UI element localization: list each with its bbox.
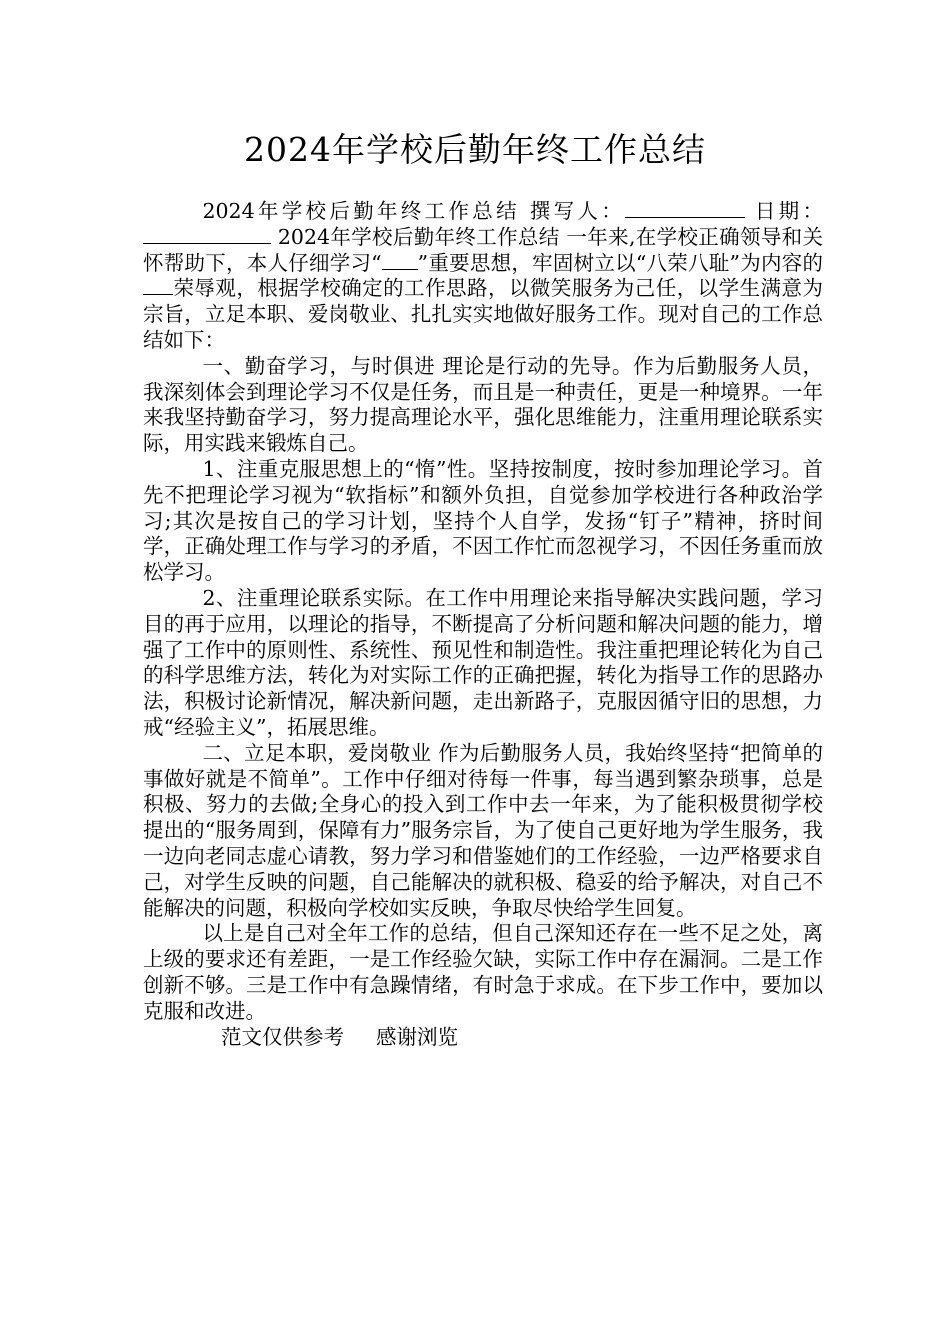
paragraph-dedication: 二、立足本职，爱岗敬业 作为后勤服务人员，我始终坚持“把简单的事做好就是不简单”。工作中仔细对待每一件事，每当遇到繁杂琐事，总是积极、努力的去做;全身心的投入到工作中去一年来，为了能积极贯彻学校提出的“服务周到，保障有力”服务宗旨，为了使自己更好地为学生服务，我一边向老同志虚心请教，努力学习和借鉴她们的工作经验，一边严格要求自己，对学生反映的问题，自己能解决的就积极、稳妥的给予解决，对自己不能解决的问题，积极向学校如实反映，争取尽快给学生回复。 [143,740,823,920]
author-blank [625,199,745,218]
honor-blank [143,276,173,295]
paragraph-overcome-laziness: 1、注重克服思想上的“惰”性。坚持按制度，按时参加理论学习。首先不把理论学习视为“软指标”和额外负担，自觉参加学校进行各种政治学习;其次是按自己的学习计划，坚持个人自学，发扬“钉子”精神，挤时间学，正确处理工作与学习的矛盾，不因工作忙而忽视学习，不因任务重而放松学习。 [143,456,823,585]
date-blank [143,225,271,244]
paragraph-study: 一、勤奋学习，与时俱进 理论是行动的先导。作为后勤服务人员，我深刻体会到理论学习不仅是任务，而且是一种责任，更是一种境界。一年来我坚持勤奋学习，努力提高理论水平，强化思维能力，注重用理论联系实际，用实践来锻炼自己。 [143,353,823,456]
paragraph-summary: 以上是自己对全年工作的总结，但自己深知还存在一些不足之处，离上级的要求还有差距，一是工作经验欠缺，实际工作中存在漏洞。二是工作创新不够。三是工作中有急躁情绪，有时急于求成。在下步工作中，要加以克服和改进。 [143,921,823,1023]
intro-text-honor: ”重要思想，牢固树立以“八荣八耻”为内容的 [417,250,823,275]
footer-thanks-text: 感谢浏览 [376,1024,458,1049]
document-title: 2024年学校后勤年终工作总结 [244,130,706,169]
intro-paragraph [143,199,823,354]
intro-text-author: 2024年学校后勤年终工作总结 撰写人： [202,199,626,223]
paragraph-theory-practice: 2、注重理论联系实际。在工作中用理论来指导解决实践问题，学习目的再于应用，以理论的指导，不断提高了分析问题和解决问题的能力，增强了工作中的原则性、系统性、预见性和制造性。我注重把理论转化为自己的科学思维方法，转化为对实际工作的正确把握，转化为指导工作的思路办法，积极讨论新情况，解决新问题，走出新路子，克服因循守旧的思想，力戒“经验主义”，拓展思维。 [143,585,823,739]
thought-blank [382,251,418,270]
intro-text-end: 荣辱观，根据学校确定的工作思路，以微笑服务为己任，以学生满意为宗旨，立足本职、爱岗敬业、扎扎实实地做好服务工作。现对自己的工作总结如下： [143,276,823,352]
intro-text-date: 日期： [745,199,823,223]
footer-note [143,1025,823,1051]
document-body [143,199,823,1050]
footer-reference-text: 范文仅供参考 [221,1024,344,1049]
intro-text-main: 2024年学校后勤年终工作总结 一年来,在学校正确领导和关怀帮助下，本人仔细学习“ [143,224,823,275]
